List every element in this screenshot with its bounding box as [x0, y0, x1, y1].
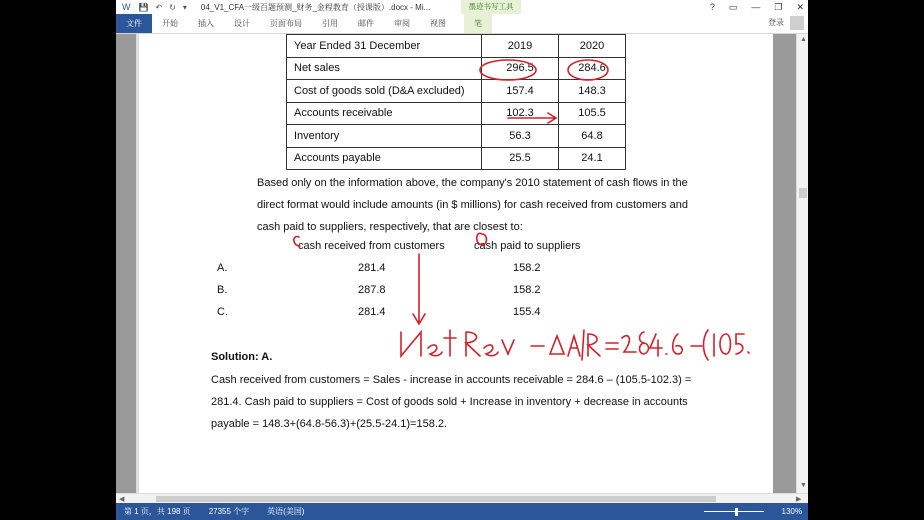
scroll-up-icon[interactable]: ▲: [800, 36, 807, 43]
table-cell: 56.3: [482, 125, 559, 148]
table-cell: 64.8: [559, 125, 626, 148]
close-icon[interactable]: ✕: [796, 2, 804, 12]
ink-letter-a: [568, 336, 580, 356]
undo-icon[interactable]: ↶: [155, 2, 163, 12]
scroll-right-icon[interactable]: ▶: [796, 496, 802, 503]
tab-references[interactable]: 引用: [322, 19, 338, 28]
solution-line: 281.4. Cash paid to suppliers = Cost of goods sold + Increase in inventory + decrease in accounts: [211, 396, 688, 408]
table-cell: Net sales: [287, 57, 482, 80]
ink-paren: [704, 330, 709, 360]
sign-in-link[interactable]: 登录: [768, 18, 784, 27]
table-cell: 157.4: [482, 80, 559, 103]
table-cell: 284.6: [559, 57, 626, 80]
option-label: C.: [217, 306, 228, 318]
table-cell: 148.3: [559, 80, 626, 103]
vertical-scrollbar[interactable]: [796, 34, 808, 493]
page-count[interactable]: 第 1 页，共 198 页: [124, 507, 191, 516]
table-header-cell: Year Ended 31 December: [287, 35, 482, 58]
ink-letter-r: [466, 332, 480, 356]
horizontal-scroll-thumb[interactable]: [156, 496, 716, 502]
table-cell: 102.3: [482, 102, 559, 125]
ribbon-display-icon[interactable]: ▭: [728, 2, 738, 12]
ink-digit-2: [622, 336, 636, 352]
status-bar: [116, 503, 808, 520]
restore-icon[interactable]: ❐: [774, 2, 783, 12]
table-cell: Inventory: [287, 125, 482, 148]
table-cell: Accounts receivable: [287, 102, 482, 125]
table-header-cell: 2019: [482, 35, 559, 58]
ribbon-tabs: [116, 14, 808, 34]
tab-pen[interactable]: 笔: [464, 14, 492, 33]
table-cell: Accounts payable: [287, 147, 482, 170]
tab-mailings[interactable]: 邮件: [358, 19, 374, 28]
ink-letter-e: [428, 345, 442, 356]
option-value: 155.4: [513, 306, 541, 318]
redo-icon[interactable]: ↻: [169, 2, 176, 12]
tab-view[interactable]: 视图: [430, 19, 446, 28]
option-value: 281.4: [358, 306, 386, 318]
ink-digit-4: [650, 334, 662, 356]
zoom-slider-knob[interactable]: [735, 508, 738, 516]
ink-letter-n: [401, 332, 421, 356]
tab-home[interactable]: 开始: [162, 19, 178, 28]
ink-mark-left: [294, 237, 300, 246]
ink-digit-5: [736, 334, 744, 354]
ink-digit-0: [720, 334, 731, 354]
tab-layout[interactable]: 页面布局: [270, 19, 302, 28]
document-page[interactable]: [136, 34, 773, 493]
ink-tools-context-tab: 墨迹书写工具: [461, 0, 521, 14]
ink-circle-2020-net-sales: [568, 60, 608, 80]
option-label: A.: [217, 262, 228, 274]
zoom-slider[interactable]: [704, 511, 764, 512]
table-cell: Cost of goods sold (D&A excluded): [287, 80, 482, 103]
ink-letter-r2: [588, 334, 600, 356]
scroll-left-icon[interactable]: ◀: [119, 496, 125, 503]
ink-dot2: [748, 352, 749, 353]
tab-file[interactable]: 文件: [116, 14, 152, 33]
ink-equals: [606, 343, 618, 349]
ink-letter-v: [502, 340, 514, 354]
option-value: 281.4: [358, 262, 386, 274]
customize-qat-icon[interactable]: ▾: [182, 2, 187, 12]
tab-design[interactable]: 设计: [234, 19, 250, 28]
document-title: 04_V1_CFA一级百题预测_财务_金程教育（授课版）.docx - Mi...: [200, 2, 431, 12]
ink-letter-e2: [484, 345, 498, 356]
option-label: B.: [217, 284, 228, 296]
quick-access-toolbar: [139, 3, 187, 12]
help-icon[interactable]: ?: [709, 2, 715, 12]
avatar[interactable]: [790, 16, 804, 30]
column-header-left: cash received from customers: [298, 240, 445, 252]
ink-arrow-ar: [508, 113, 556, 123]
question-line: cash paid to suppliers, respectively, that are closest to:: [257, 221, 523, 233]
ink-annotations: [136, 34, 773, 493]
table-cell: 24.1: [559, 147, 626, 170]
option-value: 287.8: [358, 284, 386, 296]
table-cell: 105.5: [559, 102, 626, 125]
question-line: Based only on the information above, the company's 2010 statement of cash flows in the: [257, 177, 688, 189]
ink-arrow-down: [413, 254, 425, 324]
minimize-icon[interactable]: —: [751, 2, 761, 12]
title-bar: [116, 0, 808, 14]
word-app-icon: W: [122, 2, 131, 12]
ink-letter-t: [444, 330, 456, 356]
word-window: [116, 0, 808, 520]
table-header-cell: 2020: [559, 35, 626, 58]
tab-insert[interactable]: 插入: [198, 19, 214, 28]
solution-line: Cash received from customers = Sales - increase in accounts receivable = 284.6 – (105.5-102.3) =: [211, 374, 692, 386]
table-cell: 25.5: [482, 147, 559, 170]
document-area: [116, 34, 796, 493]
save-icon[interactable]: 💾: [138, 2, 149, 12]
scroll-down-icon[interactable]: ▼: [800, 482, 807, 489]
language-indicator[interactable]: 英语(美国): [267, 507, 305, 516]
option-value: 158.2: [513, 284, 541, 296]
window-controls: [710, 0, 804, 14]
ink-circle-2019-net-sales: [480, 60, 536, 80]
option-value: 158.2: [513, 262, 541, 274]
column-header-right: cash paid to suppliers: [474, 240, 581, 252]
zoom-level[interactable]: 130%: [781, 507, 802, 516]
question-line: direct format would include amounts (in $ millions) for cash received from customers and: [257, 199, 689, 211]
ink-digit-8: [640, 332, 649, 354]
tab-review[interactable]: 审阅: [394, 19, 410, 28]
word-count[interactable]: 27355 个字: [208, 507, 250, 516]
ink-delta: [550, 336, 564, 354]
solution-line: payable = 148.3+(64.8-56.3)+(25.5-24.1)=158.2.: [211, 418, 448, 430]
solution-title: Solution: A.: [211, 351, 273, 363]
ink-digit-6: [673, 334, 683, 354]
vertical-scroll-thumb[interactable]: [799, 188, 807, 198]
table-cell: 296.5: [482, 57, 559, 80]
ink-slash: [582, 330, 584, 360]
ink-mark-right: [477, 233, 487, 245]
